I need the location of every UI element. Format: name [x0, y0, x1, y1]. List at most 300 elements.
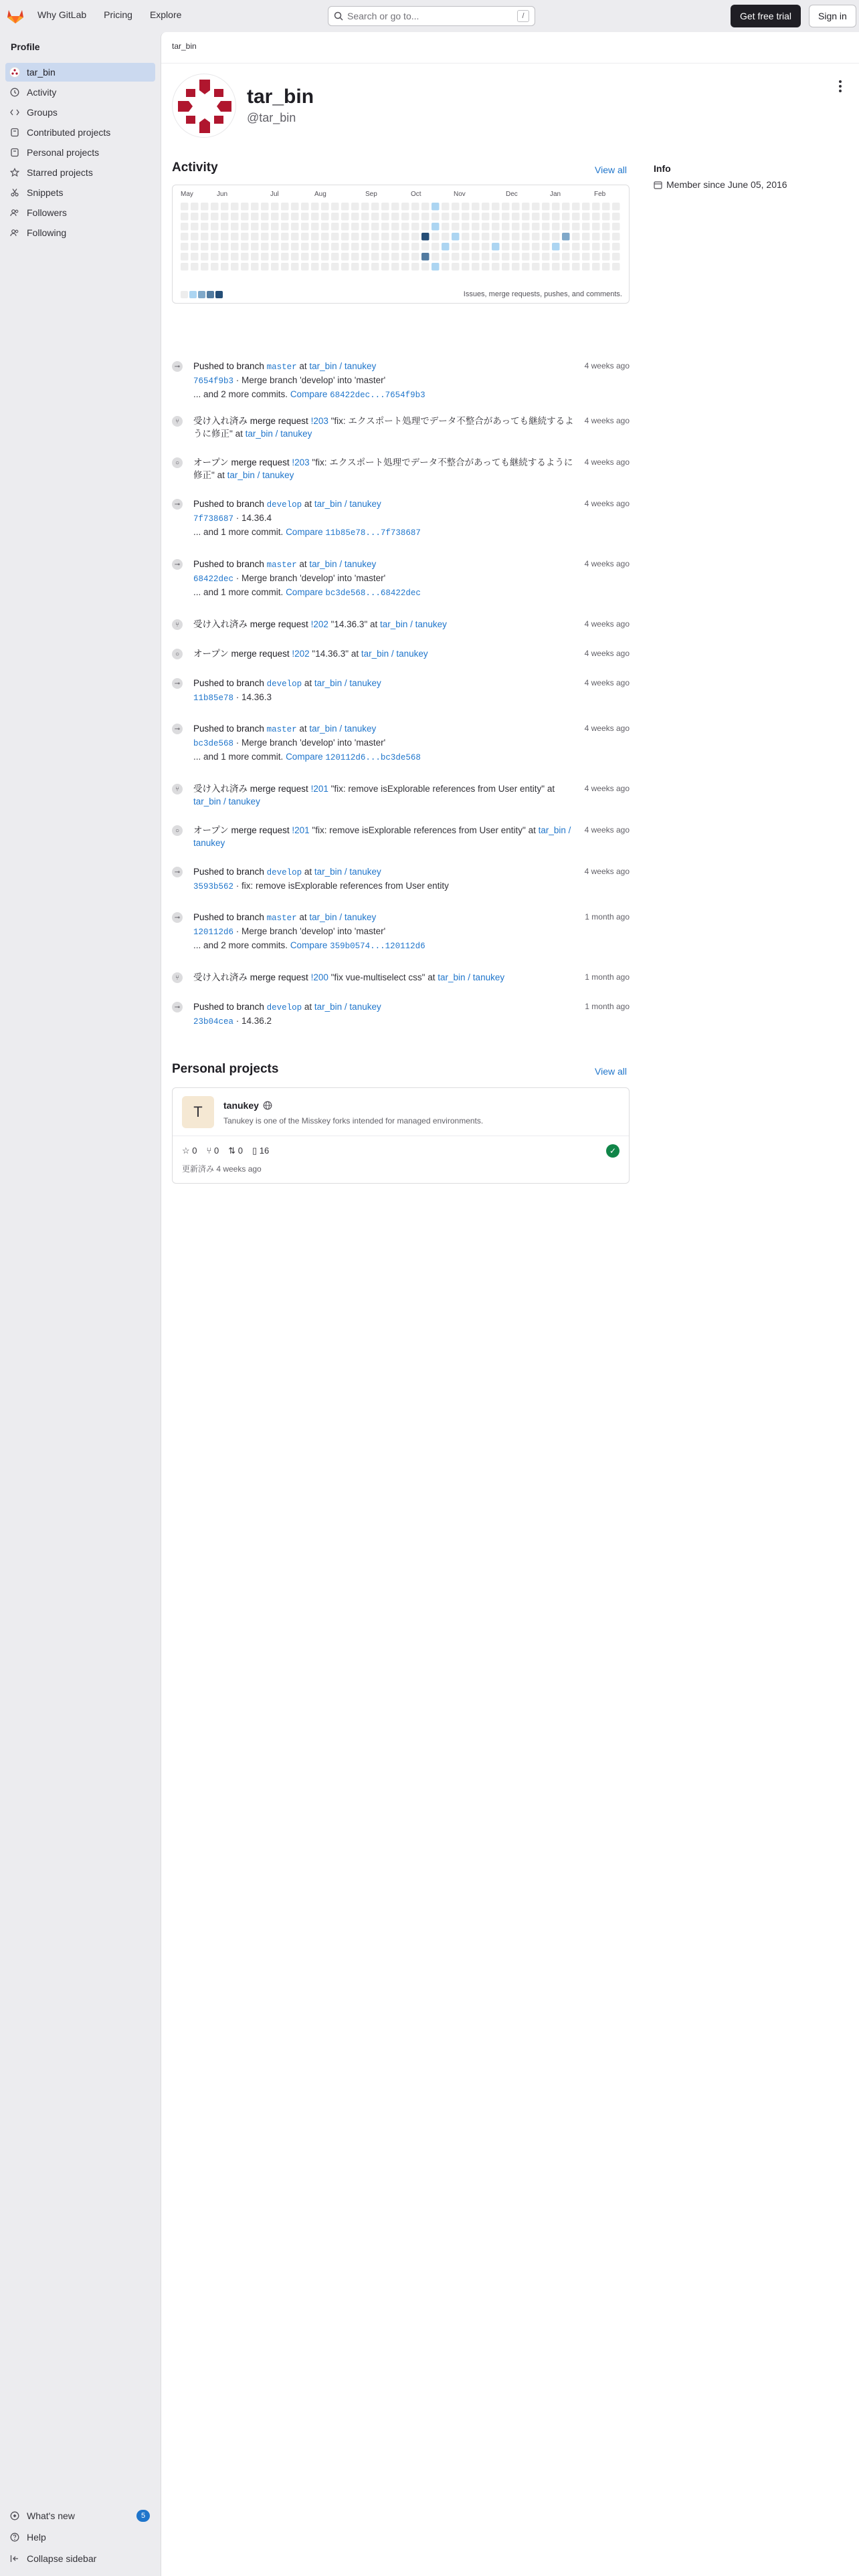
calendar-day[interactable] — [532, 263, 540, 271]
calendar-day[interactable] — [452, 263, 460, 271]
sidebar-item-contributed-projects[interactable] — [5, 123, 155, 142]
calendar-day[interactable] — [532, 213, 540, 221]
calendar-day[interactable] — [201, 233, 209, 241]
calendar-day[interactable] — [281, 223, 289, 231]
commit-sha-link[interactable]: 11b85e78 — [193, 693, 234, 703]
merge-request-link[interactable]: !201 — [292, 825, 310, 835]
calendar-day[interactable] — [502, 263, 510, 271]
calendar-day[interactable] — [492, 223, 500, 231]
branch-link[interactable]: develop — [266, 679, 302, 689]
project-link[interactable]: tar_bin / tanukey — [314, 678, 381, 688]
calendar-day[interactable] — [301, 203, 309, 211]
calendar-day[interactable] — [281, 233, 289, 241]
calendar-day[interactable] — [351, 213, 359, 221]
calendar-day[interactable] — [562, 243, 570, 251]
branch-link[interactable]: develop — [266, 1003, 302, 1012]
calendar-day[interactable] — [301, 253, 309, 261]
commit-sha-link[interactable]: 23b04cea — [193, 1017, 234, 1027]
calendar-day[interactable] — [562, 263, 570, 271]
calendar-day[interactable] — [482, 223, 490, 231]
calendar-day[interactable] — [191, 243, 199, 251]
calendar-day[interactable] — [532, 223, 540, 231]
calendar-day[interactable] — [522, 263, 530, 271]
calendar-day[interactable] — [261, 203, 269, 211]
calendar-day[interactable] — [231, 223, 239, 231]
calendar-day[interactable] — [411, 223, 419, 231]
calendar-day[interactable] — [211, 253, 219, 261]
calendar-day[interactable] — [341, 233, 349, 241]
project-link[interactable]: tar_bin / tanukey — [245, 429, 312, 439]
calendar-day[interactable] — [341, 243, 349, 251]
calendar-day[interactable] — [201, 243, 209, 251]
calendar-day[interactable] — [432, 233, 440, 241]
calendar-day[interactable] — [291, 223, 299, 231]
calendar-day[interactable] — [321, 263, 329, 271]
calendar-day[interactable] — [512, 223, 520, 231]
calendar-day[interactable] — [301, 243, 309, 251]
branch-link[interactable]: master — [266, 560, 297, 570]
calendar-day[interactable] — [552, 233, 560, 241]
calendar-day[interactable] — [462, 243, 470, 251]
calendar-day[interactable] — [421, 203, 430, 211]
calendar-day[interactable] — [411, 203, 419, 211]
nav-why-gitlab[interactable]: Why GitLab — [37, 9, 87, 20]
calendar-day[interactable] — [602, 243, 610, 251]
calendar-day[interactable] — [421, 243, 430, 251]
calendar-day[interactable] — [552, 223, 560, 231]
project-link[interactable]: tar_bin / tanukey — [438, 972, 505, 982]
calendar-day[interactable] — [341, 223, 349, 231]
whats-new-button[interactable] — [5, 2506, 155, 2525]
calendar-day[interactable] — [542, 243, 550, 251]
calendar-day[interactable] — [381, 203, 389, 211]
calendar-day[interactable] — [251, 263, 259, 271]
calendar-day[interactable] — [502, 253, 510, 261]
calendar-day[interactable] — [612, 223, 620, 231]
calendar-day[interactable] — [311, 263, 319, 271]
sidebar-item-snippets[interactable] — [5, 183, 155, 202]
calendar-day[interactable] — [191, 213, 199, 221]
calendar-day[interactable] — [191, 263, 199, 271]
calendar-day[interactable] — [271, 253, 279, 261]
calendar-day[interactable] — [572, 203, 580, 211]
nav-pricing[interactable]: Pricing — [104, 9, 132, 20]
calendar-day[interactable] — [311, 223, 319, 231]
calendar-day[interactable] — [602, 263, 610, 271]
compare-link[interactable]: bc3de568...68422dec — [325, 588, 421, 598]
calendar-day[interactable] — [562, 223, 570, 231]
calendar-day[interactable] — [241, 253, 249, 261]
project-link[interactable]: tar_bin / tanukey — [380, 619, 447, 629]
calendar-day[interactable] — [371, 233, 379, 241]
calendar-day[interactable] — [381, 223, 389, 231]
merge-request-link[interactable]: !202 — [292, 649, 310, 659]
calendar-day[interactable] — [311, 213, 319, 221]
activity-view-all-link[interactable]: View all — [595, 165, 627, 175]
commit-sha-link[interactable]: 7f738687 — [193, 514, 234, 524]
project-link[interactable]: tar_bin / tanukey — [361, 649, 428, 659]
calendar-day[interactable] — [462, 223, 470, 231]
calendar-day[interactable] — [602, 253, 610, 261]
calendar-day[interactable] — [271, 233, 279, 241]
calendar-day[interactable] — [241, 233, 249, 241]
projects-view-all-link[interactable]: View all — [595, 1066, 627, 1077]
calendar-day[interactable] — [261, 233, 269, 241]
calendar-day[interactable] — [472, 233, 480, 241]
calendar-day[interactable] — [472, 223, 480, 231]
calendar-day[interactable] — [221, 263, 229, 271]
calendar-day[interactable] — [592, 263, 600, 271]
calendar-day[interactable] — [281, 213, 289, 221]
calendar-day[interactable] — [391, 233, 399, 241]
calendar-day[interactable] — [391, 243, 399, 251]
calendar-day[interactable] — [542, 213, 550, 221]
calendar-day[interactable] — [592, 213, 600, 221]
calendar-day[interactable] — [281, 253, 289, 261]
calendar-day[interactable] — [482, 203, 490, 211]
calendar-day[interactable] — [331, 253, 339, 261]
calendar-day[interactable] — [432, 213, 440, 221]
calendar-day[interactable] — [211, 213, 219, 221]
calendar-day[interactable] — [361, 243, 369, 251]
calendar-day[interactable] — [371, 223, 379, 231]
calendar-day[interactable] — [351, 263, 359, 271]
calendar-day[interactable] — [181, 203, 189, 211]
calendar-day[interactable] — [472, 263, 480, 271]
calendar-day[interactable] — [401, 213, 409, 221]
calendar-day[interactable] — [572, 263, 580, 271]
sign-in-button[interactable]: Sign in — [809, 5, 856, 27]
calendar-day[interactable] — [552, 253, 560, 261]
calendar-day[interactable] — [241, 263, 249, 271]
calendar-day[interactable] — [612, 263, 620, 271]
sidebar-item-activity[interactable] — [5, 83, 155, 102]
calendar-day[interactable] — [311, 253, 319, 261]
calendar-day[interactable] — [442, 233, 450, 241]
merge-request-link[interactable]: !203 — [310, 416, 328, 426]
project-link[interactable]: tar_bin / tanukey — [314, 499, 381, 509]
calendar-day[interactable] — [512, 213, 520, 221]
calendar-day[interactable] — [462, 253, 470, 261]
calendar-day[interactable] — [281, 243, 289, 251]
calendar-day[interactable] — [592, 223, 600, 231]
merge-request-link[interactable]: !200 — [310, 972, 328, 982]
calendar-day[interactable] — [512, 233, 520, 241]
calendar-day[interactable] — [251, 213, 259, 221]
compare-label[interactable]: Compare — [286, 587, 323, 597]
calendar-day[interactable] — [472, 253, 480, 261]
calendar-day[interactable] — [191, 253, 199, 261]
calendar-day[interactable] — [482, 213, 490, 221]
calendar-day[interactable] — [552, 213, 560, 221]
calendar-day[interactable] — [211, 233, 219, 241]
forks-stat[interactable] — [207, 1146, 219, 1156]
calendar-day[interactable] — [361, 213, 369, 221]
calendar-day[interactable] — [442, 243, 450, 251]
compare-label[interactable]: Compare — [290, 389, 328, 399]
stars-stat[interactable] — [182, 1146, 197, 1156]
calendar-day[interactable] — [241, 223, 249, 231]
calendar-day[interactable] — [472, 203, 480, 211]
search-input[interactable] — [328, 6, 535, 26]
calendar-day[interactable] — [211, 263, 219, 271]
calendar-day[interactable] — [271, 243, 279, 251]
calendar-day[interactable] — [542, 253, 550, 261]
calendar-day[interactable] — [401, 223, 409, 231]
calendar-day[interactable] — [391, 203, 399, 211]
calendar-day[interactable] — [361, 263, 369, 271]
calendar-day[interactable] — [432, 253, 440, 261]
calendar-day[interactable] — [452, 213, 460, 221]
calendar-day[interactable] — [562, 203, 570, 211]
merge-request-link[interactable]: !203 — [292, 457, 310, 467]
calendar-day[interactable] — [201, 263, 209, 271]
nav-explore[interactable]: Explore — [149, 9, 182, 20]
branch-link[interactable]: develop — [266, 500, 302, 510]
calendar-day[interactable] — [341, 263, 349, 271]
calendar-day[interactable] — [191, 223, 199, 231]
calendar-day[interactable] — [502, 243, 510, 251]
calendar-day[interactable] — [231, 233, 239, 241]
calendar-day[interactable] — [291, 263, 299, 271]
calendar-day[interactable] — [271, 213, 279, 221]
commit-sha-link[interactable]: 3593b562 — [193, 882, 234, 891]
calendar-day[interactable] — [261, 243, 269, 251]
calendar-day[interactable] — [552, 243, 560, 251]
branch-link[interactable]: master — [266, 725, 297, 734]
calendar-day[interactable] — [381, 233, 389, 241]
branch-link[interactable]: develop — [266, 868, 302, 877]
calendar-day[interactable] — [251, 233, 259, 241]
calendar-day[interactable] — [281, 203, 289, 211]
calendar-day[interactable] — [532, 243, 540, 251]
project-link[interactable]: tar_bin / tanukey — [314, 867, 381, 877]
calendar-day[interactable] — [391, 223, 399, 231]
calendar-day[interactable] — [512, 263, 520, 271]
calendar-day[interactable] — [271, 263, 279, 271]
project-link[interactable]: tar_bin / tanukey — [314, 1002, 381, 1012]
calendar-day[interactable] — [542, 223, 550, 231]
calendar-day[interactable] — [181, 263, 189, 271]
calendar-day[interactable] — [331, 233, 339, 241]
calendar-day[interactable] — [281, 263, 289, 271]
calendar-day[interactable] — [612, 213, 620, 221]
calendar-day[interactable] — [371, 203, 379, 211]
calendar-day[interactable] — [562, 213, 570, 221]
calendar-day[interactable] — [572, 253, 580, 261]
calendar-day[interactable] — [462, 203, 470, 211]
project-avatar[interactable]: T — [182, 1096, 214, 1128]
calendar-day[interactable] — [401, 263, 409, 271]
calendar-day[interactable] — [482, 233, 490, 241]
calendar-day[interactable] — [221, 223, 229, 231]
calendar-day[interactable] — [472, 243, 480, 251]
calendar-day[interactable] — [251, 223, 259, 231]
calendar-day[interactable] — [331, 263, 339, 271]
calendar-day[interactable] — [452, 253, 460, 261]
compare-link[interactable]: 359b0574...120112d6 — [330, 942, 425, 951]
compare-label[interactable]: Compare — [286, 752, 323, 762]
calendar-day[interactable] — [181, 253, 189, 261]
calendar-day[interactable] — [472, 213, 480, 221]
branch-link[interactable]: master — [266, 914, 297, 923]
calendar-day[interactable] — [321, 203, 329, 211]
calendar-day[interactable] — [442, 213, 450, 221]
calendar-day[interactable] — [502, 223, 510, 231]
calendar-day[interactable] — [241, 213, 249, 221]
calendar-day[interactable] — [201, 253, 209, 261]
calendar-day[interactable] — [582, 253, 590, 261]
calendar-day[interactable] — [522, 253, 530, 261]
project-link[interactable]: tar_bin / tanukey — [193, 796, 260, 807]
calendar-day[interactable] — [211, 203, 219, 211]
calendar-day[interactable] — [381, 263, 389, 271]
calendar-day[interactable] — [391, 263, 399, 271]
calendar-day[interactable] — [572, 233, 580, 241]
project-link[interactable]: tar_bin / tanukey — [193, 825, 571, 848]
calendar-day[interactable] — [191, 203, 199, 211]
sidebar-item-groups[interactable] — [5, 103, 155, 122]
sidebar-item-personal-projects[interactable] — [5, 143, 155, 162]
calendar-day[interactable] — [381, 243, 389, 251]
calendar-day[interactable] — [522, 243, 530, 251]
calendar-day[interactable] — [452, 203, 460, 211]
calendar-day[interactable] — [231, 253, 239, 261]
sidebar-item-following[interactable] — [5, 223, 155, 242]
calendar-day[interactable] — [602, 233, 610, 241]
sidebar-item-profile[interactable] — [5, 63, 155, 82]
sidebar-item-starred-projects[interactable] — [5, 163, 155, 182]
calendar-day[interactable] — [181, 223, 189, 231]
calendar-day[interactable] — [371, 213, 379, 221]
calendar-day[interactable] — [442, 253, 450, 261]
compare-label[interactable]: Compare — [286, 527, 323, 537]
calendar-day[interactable] — [582, 243, 590, 251]
calendar-day[interactable] — [351, 243, 359, 251]
calendar-day[interactable] — [492, 253, 500, 261]
calendar-day[interactable] — [231, 213, 239, 221]
calendar-day[interactable] — [341, 203, 349, 211]
project-link[interactable]: tar_bin / tanukey — [227, 470, 294, 480]
calendar-day[interactable] — [361, 233, 369, 241]
calendar-day[interactable] — [231, 263, 239, 271]
calendar-day[interactable] — [432, 203, 440, 211]
calendar-day[interactable] — [442, 223, 450, 231]
calendar-day[interactable] — [552, 263, 560, 271]
merge-request-link[interactable]: !202 — [310, 619, 328, 629]
calendar-day[interactable] — [612, 233, 620, 241]
calendar-day[interactable] — [512, 253, 520, 261]
breadcrumb[interactable] — [172, 41, 197, 51]
calendar-day[interactable] — [492, 233, 500, 241]
status-success-icon[interactable]: ✓ — [606, 1144, 619, 1158]
calendar-day[interactable] — [331, 243, 339, 251]
calendar-day[interactable] — [421, 213, 430, 221]
calendar-day[interactable] — [321, 233, 329, 241]
calendar-day[interactable] — [231, 243, 239, 251]
calendar-day[interactable] — [371, 253, 379, 261]
calendar-day[interactable] — [201, 213, 209, 221]
calendar-day[interactable] — [421, 263, 430, 271]
merge-requests-stat[interactable] — [228, 1146, 243, 1156]
calendar-day[interactable] — [492, 263, 500, 271]
calendar-day[interactable] — [371, 243, 379, 251]
calendar-day[interactable] — [411, 243, 419, 251]
calendar-day[interactable] — [361, 223, 369, 231]
calendar-day[interactable] — [381, 213, 389, 221]
calendar-day[interactable] — [492, 213, 500, 221]
calendar-day[interactable] — [311, 233, 319, 241]
calendar-day[interactable] — [221, 253, 229, 261]
calendar-day[interactable] — [421, 253, 430, 261]
calendar-day[interactable] — [291, 243, 299, 251]
calendar-day[interactable] — [592, 253, 600, 261]
calendar-day[interactable] — [602, 223, 610, 231]
calendar-day[interactable] — [301, 263, 309, 271]
calendar-day[interactable] — [181, 243, 189, 251]
calendar-day[interactable] — [341, 213, 349, 221]
calendar-day[interactable] — [351, 253, 359, 261]
calendar-day[interactable] — [411, 263, 419, 271]
calendar-day[interactable] — [351, 203, 359, 211]
calendar-day[interactable] — [612, 253, 620, 261]
more-actions-kebab-icon[interactable] — [830, 76, 850, 96]
calendar-day[interactable] — [401, 243, 409, 251]
calendar-day[interactable] — [582, 203, 590, 211]
calendar-day[interactable] — [482, 263, 490, 271]
calendar-day[interactable] — [331, 213, 339, 221]
calendar-day[interactable] — [411, 233, 419, 241]
commit-sha-link[interactable]: 120112d6 — [193, 928, 234, 937]
calendar-day[interactable] — [592, 233, 600, 241]
calendar-day[interactable] — [432, 223, 440, 231]
calendar-day[interactable] — [542, 233, 550, 241]
calendar-day[interactable] — [201, 203, 209, 211]
calendar-day[interactable] — [582, 213, 590, 221]
calendar-day[interactable] — [522, 213, 530, 221]
help-button[interactable] — [5, 2528, 155, 2547]
calendar-day[interactable] — [241, 203, 249, 211]
calendar-day[interactable] — [401, 253, 409, 261]
calendar-day[interactable] — [421, 233, 430, 241]
calendar-day[interactable] — [301, 223, 309, 231]
calendar-day[interactable] — [602, 203, 610, 211]
calendar-day[interactable] — [251, 243, 259, 251]
calendar-day[interactable] — [612, 203, 620, 211]
gitlab-logo-icon[interactable] — [7, 8, 24, 24]
calendar-day[interactable] — [562, 233, 570, 241]
get-free-trial-button[interactable]: Get free trial — [731, 5, 801, 27]
calendar-day[interactable] — [452, 223, 460, 231]
calendar-day[interactable] — [321, 213, 329, 221]
calendar-day[interactable] — [522, 203, 530, 211]
calendar-day[interactable] — [251, 203, 259, 211]
project-link[interactable]: tar_bin / tanukey — [309, 559, 377, 569]
calendar-day[interactable] — [452, 233, 460, 241]
calendar-day[interactable] — [401, 233, 409, 241]
issues-stat[interactable] — [252, 1146, 269, 1156]
compare-label[interactable]: Compare — [290, 940, 328, 950]
calendar-day[interactable] — [532, 203, 540, 211]
compare-link[interactable]: 11b85e78...7f738687 — [325, 528, 421, 538]
calendar-day[interactable] — [181, 213, 189, 221]
calendar-day[interactable] — [552, 203, 560, 211]
calendar-day[interactable] — [482, 243, 490, 251]
calendar-day[interactable] — [492, 243, 500, 251]
calendar-day[interactable] — [452, 243, 460, 251]
calendar-day[interactable] — [391, 213, 399, 221]
calendar-day[interactable] — [331, 223, 339, 231]
